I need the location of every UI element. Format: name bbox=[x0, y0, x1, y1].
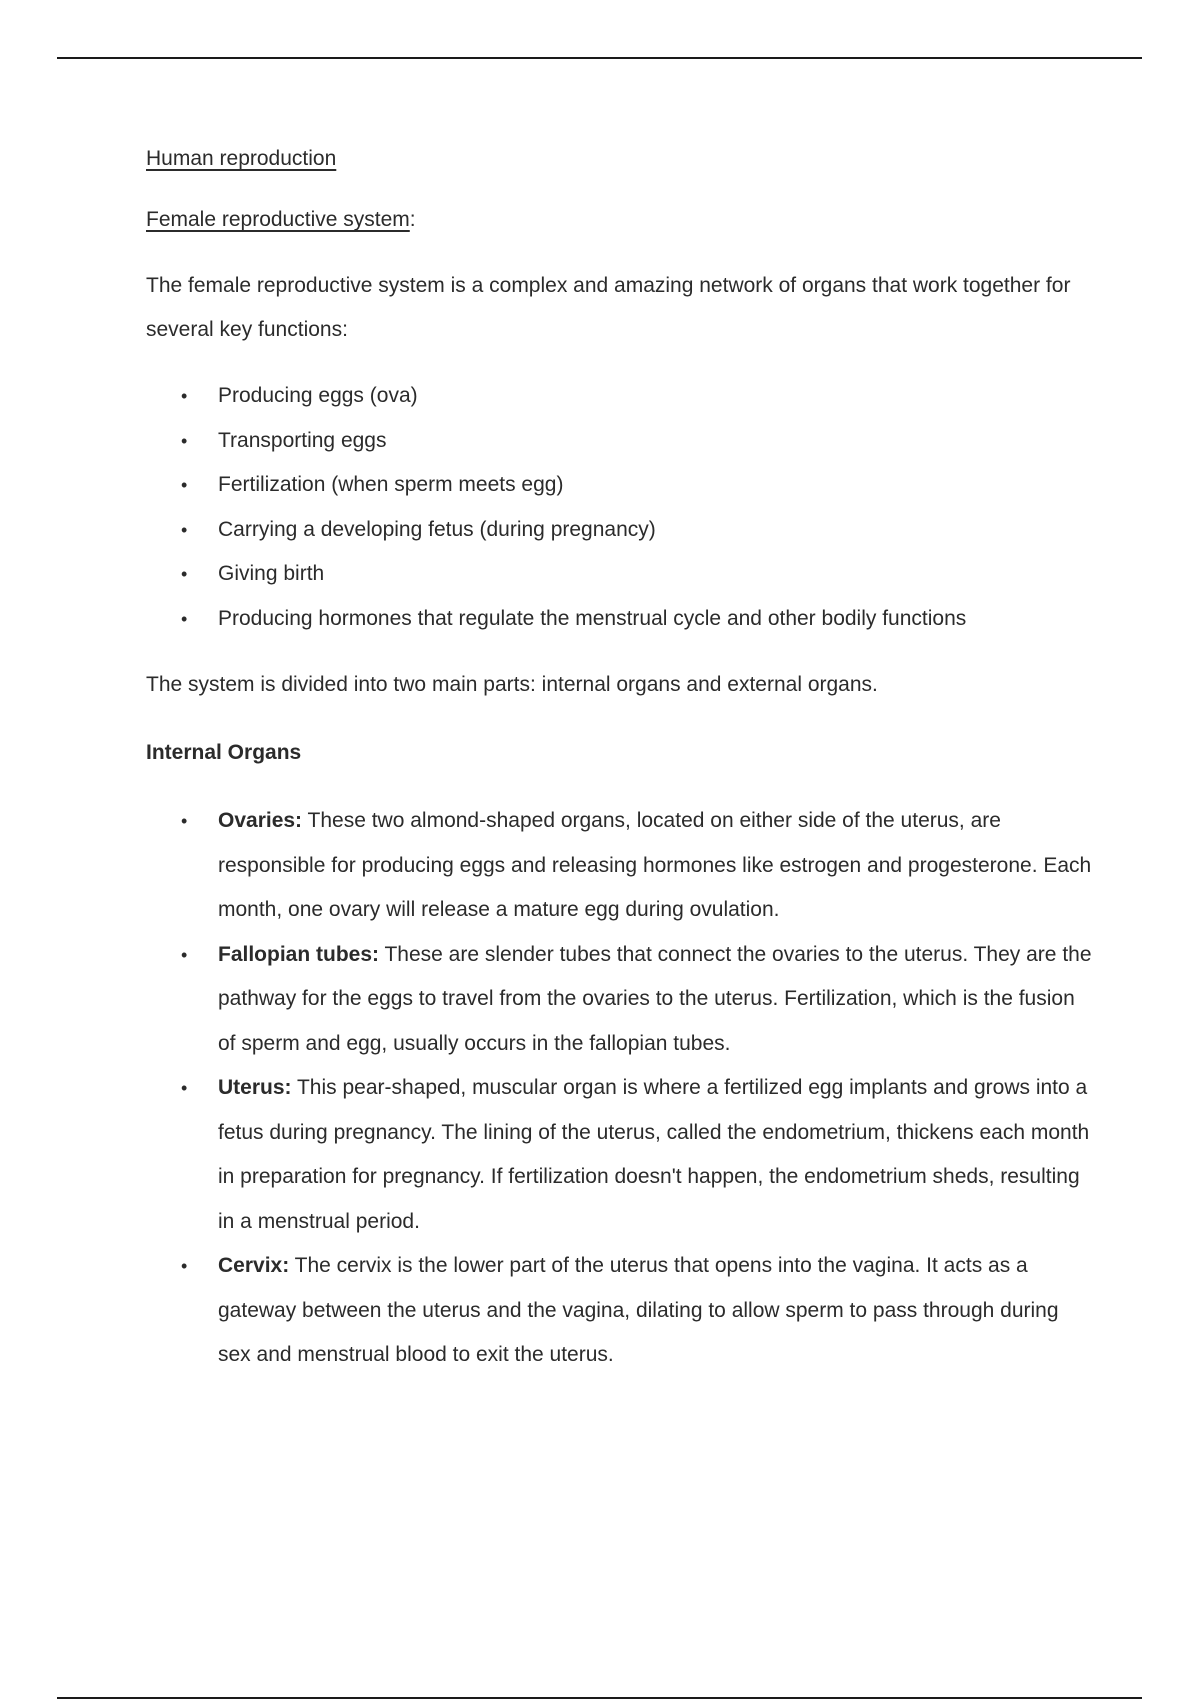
organ-description: These are slender tubes that connect the ovaries to the uterus. They are the pathway for the eggs to travel from the ovaries to the uterus. Fertilization, which is the fusion of sperm and egg, usually occurs in the fallopian tubes. bbox=[218, 942, 1092, 1055]
organ-term: Cervix: bbox=[218, 1254, 290, 1277]
list-item bbox=[146, 374, 1096, 419]
bullet-icon: • bbox=[181, 564, 188, 584]
divided-paragraph: The system is divided into two main parts: internal organs and external organs. bbox=[146, 673, 878, 696]
function-text: Transporting eggs bbox=[218, 428, 387, 452]
subtitle-text: Female reproductive system bbox=[146, 208, 410, 231]
list-item bbox=[146, 552, 1096, 597]
section-subtitle bbox=[146, 203, 1096, 237]
function-text: Producing hormones that regulate the menstrual cycle and other bodily functions bbox=[218, 606, 967, 630]
internal-organs-heading: Internal Organs bbox=[146, 741, 302, 764]
bullet-icon: • bbox=[181, 608, 188, 629]
function-text: Giving birth bbox=[218, 562, 325, 585]
header-rule bbox=[57, 57, 1142, 59]
list-item bbox=[146, 1066, 1096, 1244]
bullet-icon: • bbox=[181, 519, 188, 540]
functions-list bbox=[146, 374, 1096, 641]
list-item bbox=[146, 1244, 1096, 1378]
bullet-icon: • bbox=[181, 386, 188, 406]
organ-description: These two almond-shaped organs, located on either side of the uterus, are responsible for producing eggs and releasing hormones like estrogen and progesterone. Each month, one ovary will release a mature egg during ovulation. bbox=[218, 809, 1092, 921]
function-text: Producing eggs (ova) bbox=[218, 384, 418, 407]
document-body bbox=[146, 142, 1096, 1378]
organ-term: Uterus: bbox=[218, 1076, 292, 1099]
bullet-icon: • bbox=[181, 944, 188, 965]
list-item bbox=[146, 463, 1096, 508]
list-item bbox=[146, 597, 1096, 642]
bullet-icon: • bbox=[181, 475, 188, 495]
function-text: Fertilization (when sperm meets egg) bbox=[218, 473, 564, 496]
list-item bbox=[146, 508, 1096, 553]
footer-rule bbox=[57, 1697, 1142, 1699]
bullet-icon: • bbox=[181, 1078, 188, 1098]
title-text: Human reproduction bbox=[146, 147, 337, 170]
list-item bbox=[146, 419, 1096, 464]
bullet-icon: • bbox=[181, 430, 188, 451]
intro-paragraph: The female reproductive system is a complex and amazing network of organs that work together for several key functions: bbox=[146, 274, 1071, 341]
bullet-icon: • bbox=[181, 811, 188, 831]
bullet-icon: • bbox=[181, 1256, 188, 1276]
function-text: Carrying a developing fetus (during pregnancy) bbox=[218, 517, 656, 541]
organ-description: The cervix is the lower part of the uterus that opens into the vagina. It acts as a gateway between the uterus and the vagina, dilating to allow sperm to pass through during sex and menstrual blood to exit the uterus. bbox=[218, 1254, 1059, 1366]
list-item bbox=[146, 799, 1096, 933]
subtitle-colon: : bbox=[409, 208, 416, 231]
list-item bbox=[146, 933, 1096, 1067]
organ-term: Fallopian tubes: bbox=[218, 942, 380, 966]
organs-list bbox=[146, 799, 1096, 1378]
document-title bbox=[146, 142, 1096, 176]
organ-description: This pear-shaped, muscular organ is where a fertilized egg implants and grows into a fetus during pregnancy. The lining of the uterus, called the endometrium, thickens each month in preparation for pregnancy. If fertilization doesn't happen, the endometrium sheds, resulting in a menstrual period. bbox=[218, 1076, 1090, 1233]
organ-term: Ovaries: bbox=[218, 809, 303, 832]
